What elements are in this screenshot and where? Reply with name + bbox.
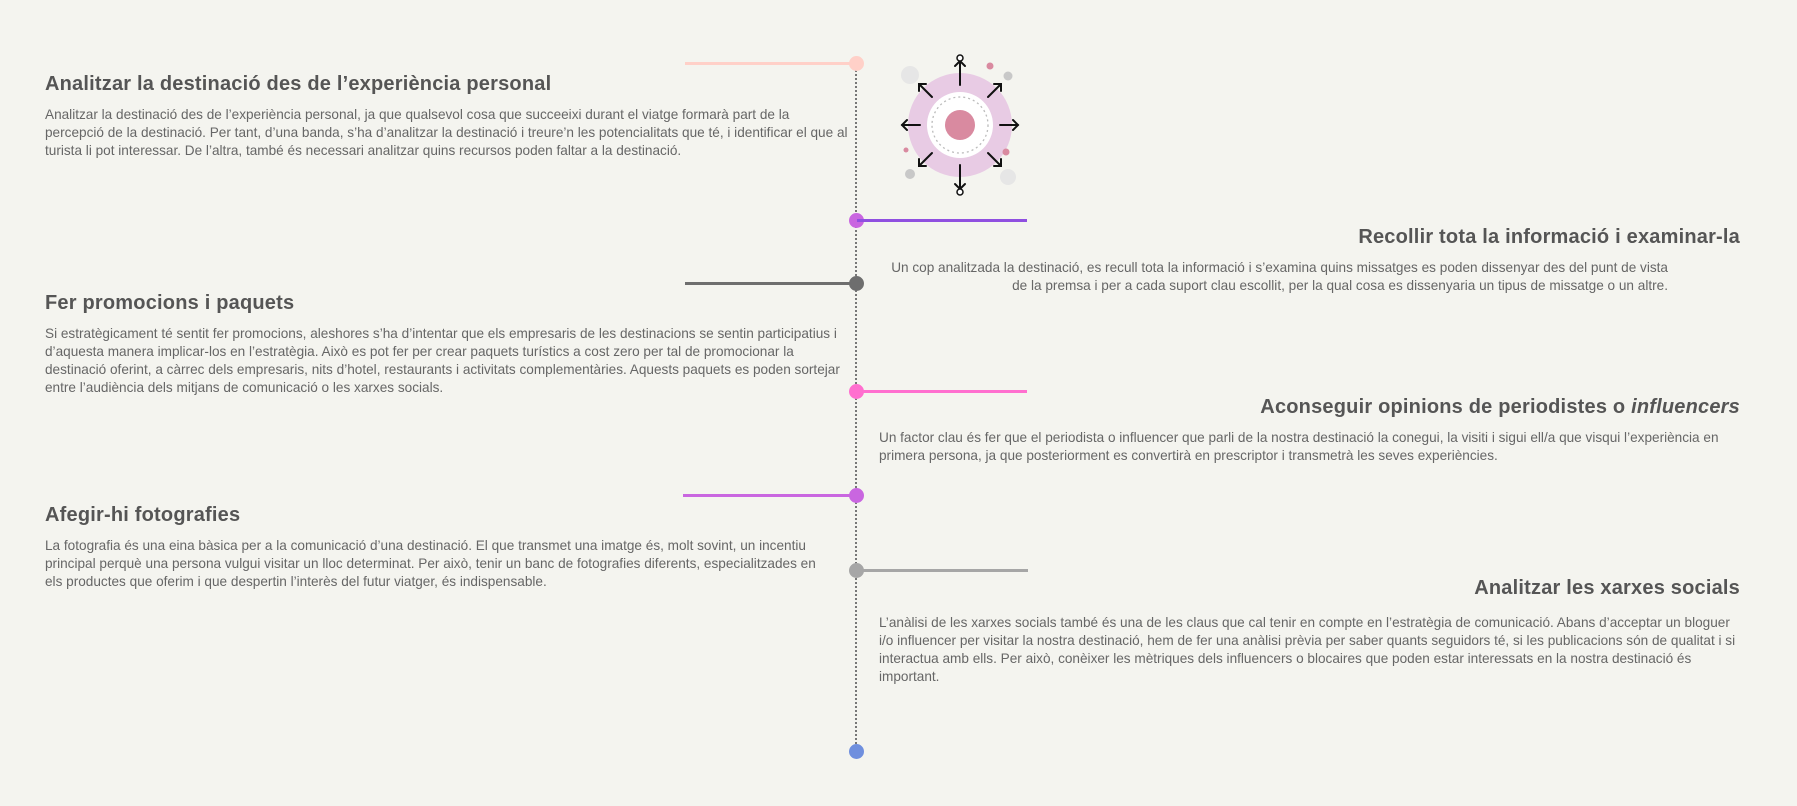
step-4-heading bbox=[879, 396, 1740, 419]
step-2-title: Recollir tota la informació i examinar-la bbox=[1358, 226, 1740, 248]
step-3-dot bbox=[849, 276, 864, 291]
step-2-connector bbox=[857, 219, 1027, 222]
step-3-connector bbox=[685, 282, 856, 285]
target-expansion-icon bbox=[897, 50, 1023, 196]
step-1 bbox=[45, 73, 850, 160]
step-2 bbox=[880, 226, 1740, 295]
step-5-connector bbox=[683, 494, 856, 497]
step-5-dot bbox=[849, 488, 864, 503]
step-4-title-italic: influencers bbox=[1631, 396, 1740, 418]
step-5-text: La fotografia és una eina bàsica per a la comunicació d’una destinació. El que transmet una imatge és, molt sovint, un incentiu principal perquè una persona vulgui visitar un lloc determinat. Per això, tenir un banc de fotografies diferents, especialitzades en els productes que oferim i que despertin l’interès del futur viatger, és indispensable. bbox=[45, 538, 816, 589]
step-6-title: Analitzar les xarxes socials bbox=[1474, 577, 1740, 599]
step-1-text: Analitzar la destinació des de l’experiència personal, ja que qualsevol cosa que succeeixi durant el viatge formarà part de la percepció de la destinació. Per tant, d’una banda, s’ha d’analitzar la destinació i treure’n les potencialitats que té, i identificar el que al turista li pot interessar. De l’altra, també és necessari analitzar quins recursos poden faltar a la destinació. bbox=[45, 107, 848, 158]
step-4 bbox=[879, 396, 1740, 465]
step-4-title: Aconseguir opinions de periodistes o bbox=[1260, 396, 1626, 418]
step-4-connector bbox=[857, 390, 1027, 393]
step-1-connector bbox=[685, 62, 856, 65]
timeline-end-dot bbox=[849, 744, 864, 759]
step-3-title: Fer promocions i paquets bbox=[45, 292, 295, 314]
timeline-line bbox=[855, 63, 857, 752]
step-4-text: Un factor clau és fer que el periodista o influencer que parli de la nostra destinació la conegui, la visiti i sigui ell/a que visqui l’experiència en primera persona, ja que posteriorment es convertirà en prescriptor i transmetrà les seves experiències. bbox=[879, 430, 1719, 463]
step-1-title: Analitzar la destinació des de l’experiència personal bbox=[45, 73, 552, 95]
step-1-dot bbox=[849, 56, 864, 71]
step-6-connector bbox=[857, 569, 1028, 572]
step-5 bbox=[45, 504, 825, 591]
step-5-title: Afegir-hi fotografies bbox=[45, 504, 241, 526]
step-2-text: Un cop analitzada la destinació, es recull tota la informació i s’examina quins missatges es poden dissenyar des del punt de vista de la premsa i per a cada suport clau escollit, per la qual cosa es dissenyaria un tipus de missatge o un altre. bbox=[891, 260, 1668, 293]
step-6 bbox=[879, 577, 1740, 686]
step-3 bbox=[45, 292, 850, 397]
step-6-text: L’anàlisi de les xarxes socials també és una de les claus que cal tenir en compte en l’estratègia de comunicació. Abans d’acceptar un bloguer i/o influencer per visitar la nostra destinació, hem de fer una anàlisi prèvia per saber quants seguidors té, si les publicacions són de qualitat i si interactua amb ells. Per això, conèixer les mètriques dels influencers o blocaires que poden estar interessats en la nostra destinació és important. bbox=[879, 615, 1736, 684]
step-3-text: Si estratègicament té sentit fer promocions, aleshores s’ha d’intentar que els empresaris de les destinacions se sentin participatius i d’aquesta manera implicar-los en l’estratègia. Això es pot fer per crear paquets turístics a cost zero per tal de promocionar la destinació oferint, a càrrec dels empresaris, nits d’hotel, restaurants i activitats complementàries. Aquests paquets es poden sortejar entre l’audiència dels mitjans de comunicació o les xarxes socials. bbox=[45, 326, 840, 395]
